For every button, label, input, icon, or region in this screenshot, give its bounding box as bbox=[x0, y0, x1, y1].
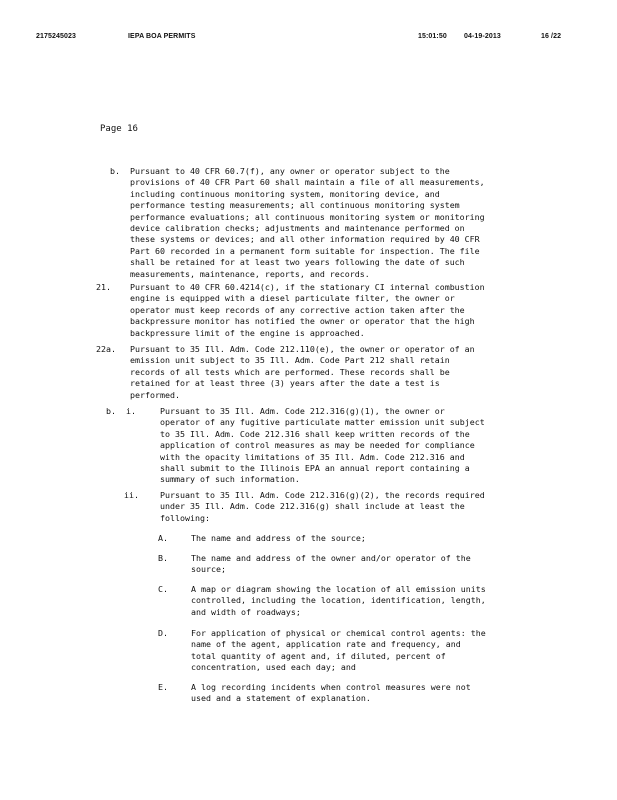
text-line: backpressure monitor has notified the owner or operator that the high bbox=[130, 316, 475, 327]
section-body bbox=[130, 282, 530, 339]
section-label: b. bbox=[106, 406, 116, 416]
text-line: name of the agent, application rate and frequency, and bbox=[191, 639, 461, 650]
subsection-label: i. bbox=[126, 406, 136, 416]
section-label: 21. bbox=[96, 282, 111, 292]
text-line: operator of any fugitive particulate matter emission unit subject bbox=[160, 417, 485, 428]
text-line: performed. bbox=[130, 389, 180, 400]
text-line: retained for at least three (3) years after the date a test is bbox=[130, 378, 440, 389]
text-line: controlled, including the location, identification, length, bbox=[191, 595, 486, 606]
text-line: including continuous monitoring system, monitoring device, and bbox=[130, 188, 440, 199]
text-line: The name and address of the source; bbox=[191, 533, 366, 543]
text-line: Pursuant to 35 Ill. Adm. Code 212.316(g)(2), the records required bbox=[160, 490, 485, 500]
section-body bbox=[160, 490, 540, 524]
text-line: source; bbox=[191, 564, 226, 575]
text-line: used and a statement of explanation. bbox=[191, 693, 371, 704]
text-line: shall submit to the Illinois EPA an annual report containing a bbox=[160, 463, 470, 474]
text-line: under 35 Ill. Adm. Code 212.316(g) shall include at least the bbox=[160, 501, 465, 512]
text-line: these systems or devices; and all other information required by 40 CFR bbox=[130, 234, 480, 245]
text-line: performance testing measurements; all continuous monitoring system bbox=[130, 200, 460, 211]
text-line: operator must keep records of any corrective action taken after the bbox=[130, 304, 465, 315]
text-line: Pursuant to 40 CFR 60.7(f), any owner or operator subject to the bbox=[130, 166, 450, 176]
item-body bbox=[191, 533, 521, 544]
item-label: E. bbox=[158, 682, 168, 692]
text-line: engine is equipped with a diesel particulate filter, the owner or bbox=[130, 293, 455, 304]
fax-page: 16 /22 bbox=[541, 33, 562, 40]
fax-number: 2175245023 bbox=[36, 33, 76, 40]
text-line: Pursuant to 35 Ill. Adm. Code 212.316(g)(1), the owner or bbox=[160, 406, 445, 416]
text-line: provisions of 40 CFR Part 60 shall maintain a file of all measurements, bbox=[130, 177, 485, 188]
item-body bbox=[191, 553, 521, 576]
text-line: to 35 Ill. Adm. Code 212.316 shall keep written records of the bbox=[160, 428, 470, 439]
subsection-label: ii. bbox=[124, 490, 139, 500]
text-line: concentration, used each day; and bbox=[191, 662, 356, 673]
fax-time: 15:01:50 bbox=[418, 33, 447, 40]
item-label: C. bbox=[158, 584, 168, 594]
text-line: total quantity of agent and, if diluted, percent of bbox=[191, 650, 446, 661]
item-body bbox=[191, 628, 521, 674]
fax-date: 04-19-2013 bbox=[464, 33, 501, 40]
text-line: and width of roadways; bbox=[191, 606, 301, 617]
text-line: The name and address of the owner and/or operator of the bbox=[191, 553, 471, 563]
text-line: For application of physical or chemical control agents: the bbox=[191, 628, 486, 638]
fax-header bbox=[36, 33, 581, 45]
text-line: emission unit subject to 35 Ill. Adm. Code Part 212 shall retain bbox=[130, 355, 450, 366]
fax-sender: IEPA BOA PERMITS bbox=[128, 33, 196, 40]
text-line: A map or diagram showing the location of all emission units bbox=[191, 584, 486, 594]
text-line: shall be retained for at least two years following the date of such bbox=[130, 257, 465, 268]
section-body bbox=[130, 344, 530, 401]
section-body bbox=[160, 406, 540, 486]
section-body bbox=[130, 166, 530, 280]
item-body bbox=[191, 584, 521, 618]
text-line: device calibration checks; adjustments and maintenance performed on bbox=[130, 223, 465, 234]
text-line: application of control measures as may be needed for compliance bbox=[160, 440, 475, 451]
text-line: Pursuant to 35 Ill. Adm. Code 212.110(e), the owner or operator of an bbox=[130, 344, 475, 354]
page-label: Page 16 bbox=[100, 124, 138, 134]
item-body bbox=[191, 682, 521, 705]
text-line: performance evaluations; all continuous monitoring system or monitoring bbox=[130, 211, 485, 222]
text-line: Part 60 recorded in a permanent form suitable for inspection. The file bbox=[130, 245, 480, 256]
text-line: measurements, maintenance, reports, and records. bbox=[130, 268, 370, 279]
text-line: following: bbox=[160, 512, 210, 523]
item-label: D. bbox=[158, 628, 168, 638]
text-line: records of all tests which are performed. These records shall be bbox=[130, 366, 450, 377]
item-label: A. bbox=[158, 533, 168, 543]
text-line: backpressure limit of the engine is approached. bbox=[130, 327, 365, 338]
item-label: B. bbox=[158, 553, 168, 563]
text-line: with the opacity limitations of 35 Ill. Adm. Code 212.316 and bbox=[160, 451, 465, 462]
section-label: b. bbox=[110, 166, 120, 176]
text-line: Pursuant to 40 CFR 60.4214(c), if the stationary CI internal combustion bbox=[130, 282, 485, 292]
text-line: A log recording incidents when control measures were not bbox=[191, 682, 471, 692]
text-line: summary of such information. bbox=[160, 474, 300, 485]
section-label: 22a. bbox=[96, 344, 116, 354]
